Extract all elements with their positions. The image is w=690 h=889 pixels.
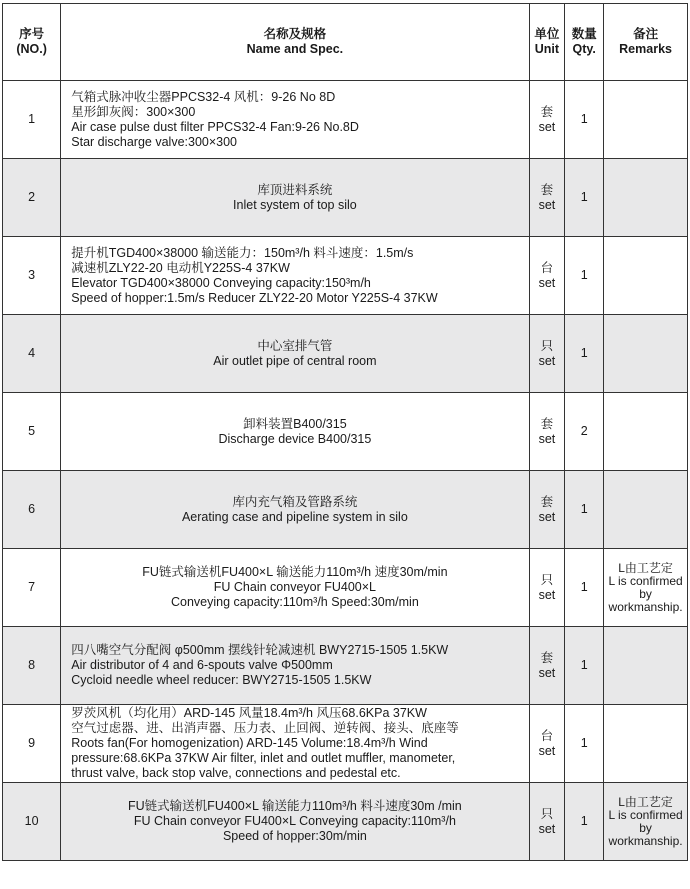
spec-line: Speed of hopper:1.5m/s Reducer ZLY22-20 Motor Y225S-4 37KW xyxy=(71,290,438,305)
spec-line: Air case pulse dust filter PPCS32-4 Fan:9-26 No.8D xyxy=(71,119,359,134)
spec-line: 罗茨风机（均化用）ARD-145 风量18.4m³/h 风压68.6KPa 37KW xyxy=(71,706,427,720)
remark-line: L is confirmed xyxy=(608,807,683,822)
header-qty-zh: 数量 xyxy=(571,27,597,41)
spec-line: FU链式输送机FU400×L 输送能力110m³/h 料斗速度30m /min xyxy=(128,799,462,813)
row-quantity: 1 xyxy=(565,81,604,159)
remark-line: L由工艺定 xyxy=(618,794,673,809)
unit-en: set xyxy=(538,665,556,680)
header-qty-en: Qty. xyxy=(572,42,596,56)
header-remarks-zh: 备注 xyxy=(633,27,659,41)
row-unit xyxy=(529,627,565,705)
row-quantity: 1 xyxy=(565,471,604,549)
unit-zh: 套 xyxy=(540,416,554,431)
row-quantity: 1 xyxy=(565,549,604,627)
spec-line: Speed of hopper:30m/min xyxy=(222,829,367,843)
row-quantity: 1 xyxy=(565,315,604,393)
equipment-spec-table xyxy=(2,3,688,861)
unit-zh: 只 xyxy=(540,806,554,821)
row-number: 3 xyxy=(3,237,61,315)
spec-line: Discharge device B400/315 xyxy=(218,431,372,446)
row-unit xyxy=(529,159,565,237)
unit-en: set xyxy=(538,353,556,368)
spec-line: FU Chain conveyor FU400×L xyxy=(213,580,376,594)
row-unit xyxy=(529,549,565,627)
unit-zh: 套 xyxy=(540,182,554,197)
table-row xyxy=(3,81,688,159)
remark-line: L is confirmed xyxy=(608,573,683,588)
unit-en: set xyxy=(538,197,556,212)
header-unit-zh: 单位 xyxy=(534,27,560,41)
spec-line: 中心室排气管 xyxy=(257,338,333,353)
spec-line: Elevator TGD400×38000 Conveying capacity:150³m/h xyxy=(71,275,371,290)
row-quantity: 2 xyxy=(565,393,604,471)
row-number: 9 xyxy=(3,705,61,783)
spec-line: thrust valve, back stop valve, connections and pedestal etc. xyxy=(71,766,401,780)
unit-zh: 只 xyxy=(540,572,554,587)
row-remarks xyxy=(604,705,688,783)
row-unit xyxy=(529,393,565,471)
header-name-zh: 名称及规格 xyxy=(263,27,327,41)
row-name-spec xyxy=(61,315,529,393)
table-row xyxy=(3,549,688,627)
remark-line: by xyxy=(639,586,652,601)
header-no-zh: 序号 xyxy=(19,27,45,41)
spec-line: FU链式输送机FU400×L 输送能力110m³/h 速度30m/min xyxy=(142,565,448,579)
row-name-spec xyxy=(61,783,529,861)
spec-line: Star discharge valve:300×300 xyxy=(71,134,238,149)
row-unit xyxy=(529,783,565,861)
table-row xyxy=(3,627,688,705)
row-remarks xyxy=(604,237,688,315)
row-name-spec xyxy=(61,627,529,705)
spec-line: Roots fan(For homogenization) ARD-145 Volume:18.4m³/h Wind xyxy=(71,736,428,750)
row-remarks xyxy=(604,81,688,159)
remark-line: by xyxy=(639,820,652,835)
spec-line: pressure:68.6KPa 37KW Air filter, inlet and outlet muffler, manometer, xyxy=(71,751,456,765)
table-header-row xyxy=(3,4,688,81)
header-no xyxy=(3,4,61,81)
table-row xyxy=(3,315,688,393)
row-name-spec xyxy=(61,549,529,627)
spec-line: 星形卸灰阀：300×300 xyxy=(71,104,196,119)
row-quantity: 1 xyxy=(565,705,604,783)
spec-line: Cycloid needle wheel reducer: BWY2715-1505 1.5KW xyxy=(71,673,372,687)
row-remarks xyxy=(604,159,688,237)
spec-line: 提升机TGD400×38000 输送能力：150m³/h 料斗速度：1.5m/s xyxy=(71,245,414,260)
unit-zh: 套 xyxy=(540,104,554,119)
header-unit xyxy=(529,4,565,81)
unit-en: set xyxy=(538,821,556,836)
row-remarks xyxy=(604,315,688,393)
row-name-spec xyxy=(61,705,529,783)
row-number: 8 xyxy=(3,627,61,705)
spec-line: 四八嘴空气分配阀 φ500mm 摆线针轮减速机 BWY2715-1505 1.5KW xyxy=(71,643,449,657)
spec-line: Air outlet pipe of central room xyxy=(213,353,377,368)
unit-en: set xyxy=(538,431,556,446)
row-quantity: 1 xyxy=(565,159,604,237)
row-number: 1 xyxy=(3,81,61,159)
row-quantity: 1 xyxy=(565,783,604,861)
row-remarks xyxy=(604,471,688,549)
unit-en: set xyxy=(538,509,556,524)
unit-en: set xyxy=(538,587,556,602)
header-name-en: Name and Spec. xyxy=(246,42,344,56)
header-qty xyxy=(565,4,604,81)
remark-line: workmanship. xyxy=(608,599,683,614)
row-unit xyxy=(529,471,565,549)
row-quantity: 1 xyxy=(565,627,604,705)
unit-zh: 套 xyxy=(540,494,554,509)
spec-line: Aerating case and pipeline system in silo xyxy=(181,509,408,524)
header-remarks-en: Remarks xyxy=(619,42,672,56)
unit-zh: 台 xyxy=(540,728,554,743)
row-number: 7 xyxy=(3,549,61,627)
unit-zh: 只 xyxy=(540,338,554,353)
row-quantity: 1 xyxy=(565,237,604,315)
row-number: 2 xyxy=(3,159,61,237)
header-remarks xyxy=(604,4,688,81)
header-no-en: (NO.) xyxy=(16,42,47,56)
spec-line: 减速机ZLY22-20 电动机Y225S-4 37KW xyxy=(71,260,290,275)
spec-line: 气箱式脉冲收尘器PPCS32-4 风机：9-26 No 8D xyxy=(71,89,336,104)
row-number: 5 xyxy=(3,393,61,471)
unit-en: set xyxy=(538,743,556,758)
spec-line: FU Chain conveyor FU400×L Conveying capacity:110m³/h xyxy=(133,814,456,828)
row-name-spec xyxy=(61,159,529,237)
unit-en: set xyxy=(538,275,556,290)
spec-line: 空气过虑器、进、出消声器、压力表、止回阀、逆转阀、接头、底座等 xyxy=(71,721,459,735)
row-number: 6 xyxy=(3,471,61,549)
table-row xyxy=(3,471,688,549)
row-name-spec xyxy=(61,237,529,315)
spec-line: Inlet system of top silo xyxy=(233,197,357,212)
row-remarks xyxy=(604,783,688,861)
row-remarks xyxy=(604,393,688,471)
spec-line: 库顶进料系统 xyxy=(257,182,333,197)
row-unit xyxy=(529,81,565,159)
row-unit xyxy=(529,705,565,783)
table-row xyxy=(3,159,688,237)
row-unit xyxy=(529,237,565,315)
spec-line: Air distributor of 4 and 6-spouts valve Φ500mm xyxy=(71,658,333,672)
row-name-spec xyxy=(61,81,529,159)
spec-line: Conveying capacity:110m³/h Speed:30m/min xyxy=(170,595,419,609)
unit-zh: 套 xyxy=(540,650,554,665)
row-unit xyxy=(529,315,565,393)
row-remarks xyxy=(604,549,688,627)
remark-line: workmanship. xyxy=(608,833,683,848)
header-unit-en: Unit xyxy=(534,42,560,56)
header-name xyxy=(61,4,529,81)
table-row xyxy=(3,393,688,471)
spec-line: 库内充气箱及管路系统 xyxy=(232,494,358,509)
row-number: 4 xyxy=(3,315,61,393)
row-name-spec xyxy=(61,393,529,471)
unit-zh: 台 xyxy=(540,260,554,275)
table-row xyxy=(3,705,688,783)
remark-line: L由工艺定 xyxy=(618,560,673,575)
unit-en: set xyxy=(538,119,556,134)
table-row xyxy=(3,783,688,861)
row-name-spec xyxy=(61,471,529,549)
row-number: 10 xyxy=(3,783,61,861)
row-remarks xyxy=(604,627,688,705)
table-row xyxy=(3,237,688,315)
spec-line: 卸料装置B400/315 xyxy=(243,416,347,431)
